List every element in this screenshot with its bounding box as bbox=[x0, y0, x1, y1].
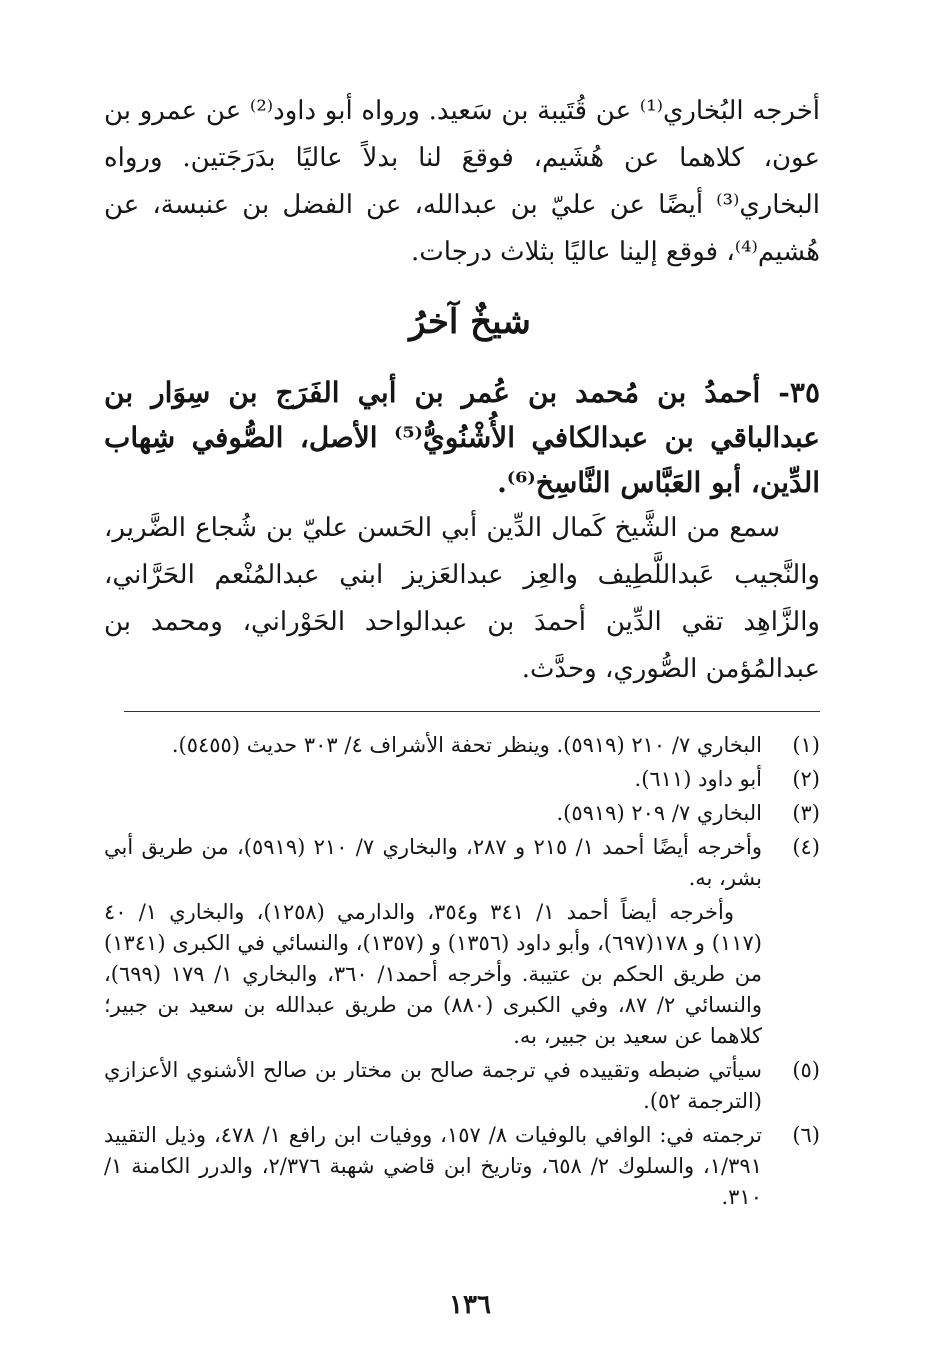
footnote-6 bbox=[104, 1120, 820, 1213]
footnote-number: (٥) bbox=[792, 1058, 820, 1082]
footnote-number: (١) bbox=[792, 733, 820, 757]
section-heading: شيخٌ آخرُ bbox=[409, 302, 531, 342]
footnote-divider bbox=[124, 711, 820, 712]
footnote-number: (٢) bbox=[792, 767, 820, 791]
footnote-text: البخاري ٧/ ٢١٠ (٥٩١٩). وينظر تحفة الأشراف ٤/ ٣٠٣ حديث (٥٤٥٥). bbox=[171, 733, 762, 757]
body-paragraph-1: أخرجه البُخاري⁽¹⁾ عن قُتَيبة بن سَعيد. ورواه أبو داود⁽²⁾ عن عمرو بن عون، كلاهما عن هُشَيم، فوقعَ لنا بدلاً عاليًا بدَرَجَتين. ورواه البخاري⁽³⁾ أيضًا عن عليّ بن عبدالله، عن الفضل بن عنبسة، عن هُشيم⁽⁴⁾، فوقع إلينا عاليًا بثلاث درجات. bbox=[104, 96, 820, 267]
entry-title: ٣٥- أحمدُ بن مُحمد بن عُمر بن أبي الفَرَج بن سِوَار بن عبدالباقي بن عبدالكافي الأُشْنُويُّ⁽⁵⁾ الأصل، الصُّوفي شِهاب الدِّين، أبو العَبَّاس النَّاسِخ⁽⁶⁾. bbox=[104, 376, 821, 499]
footnote-4-continuation: وأخرجه أيضاً أحمد ١/ ٣٤١ و٣٥٤، والدارمي (١٢٥٨)، والبخاري ١/ ٤٠ (١١٧) و ١٧٨(٦٩٧)، وأبو داود (١٣٥٦) و (١٣٥٧)، والنسائي في الكبرى (١٣٤١) من طريق الحكم بن عتيبة. وأخرجه أحمد١/ ٣٦٠، والبخاري ١/ ١٧٩ (٦٩٩)، والنسائي ٢/ ٨٧، وفي الكبرى (٨٨٠) من طريق عبدالله بن سعيد بن جبير؛ كلاهما عن سعيد بن جبير، به. bbox=[104, 900, 763, 1048]
footnote-text: البخاري ٧/ ٢٠٩ (٥٩١٩). bbox=[556, 801, 762, 825]
footnote-text: أبو داود (٦١١). bbox=[634, 767, 762, 791]
footnote-text: ترجمته في: الوافي بالوفيات ٨/ ١٥٧، ووفيات ابن رافع ١/ ٤٧٨، وذيل التقييد ١/٣٩١، والسلوك ٢/ ٦٥٨، وتاريخ ابن قاضي شهبة ٢/٣٧٦، والدرر الكامنة ١/ ٣١٠. bbox=[104, 1123, 762, 1209]
footnote-2 bbox=[104, 764, 820, 795]
footnote-text: وأخرجه أيضًا أحمد ١/ ٢١٥ و ٢٨٧، والبخاري ٧/ ٢١٠ (٥٩١٩)، من طريق أبي بشر، به. bbox=[104, 835, 762, 890]
footnote-5 bbox=[104, 1055, 820, 1117]
footnote-4 bbox=[104, 832, 820, 894]
page-number: ١٣٦ bbox=[449, 1290, 491, 1320]
footnote-1 bbox=[104, 730, 820, 761]
footnote-text: سيأتي ضبطه وتقييده في ترجمة صالح بن مختار بن صالح الأشنوي الأعزازي (الترجمة ٥٢). bbox=[104, 1058, 762, 1113]
footnotes bbox=[104, 730, 820, 1216]
body-paragraph-2: سمع من الشَّيخ كَمال الدِّين أبي الحَسن عليّ بن شُجاع الضَّرير، والنَّجيب عَبداللَّطِيف والعِز عبدالعَزيز ابني عبدالمُنْعم الحَرَّاني، والزَّاهِد تقي الدِّين أحمدَ بن عبدالواحد الحَوْراني، ومحمد بن عبدالمُؤمن الصُّوري، وحدَّث. bbox=[104, 513, 820, 684]
footnote-number: (٤) bbox=[792, 835, 820, 859]
footnote-number: (٣) bbox=[792, 801, 820, 825]
footnote-3 bbox=[104, 798, 820, 829]
footnote-number: (٦) bbox=[792, 1123, 820, 1147]
